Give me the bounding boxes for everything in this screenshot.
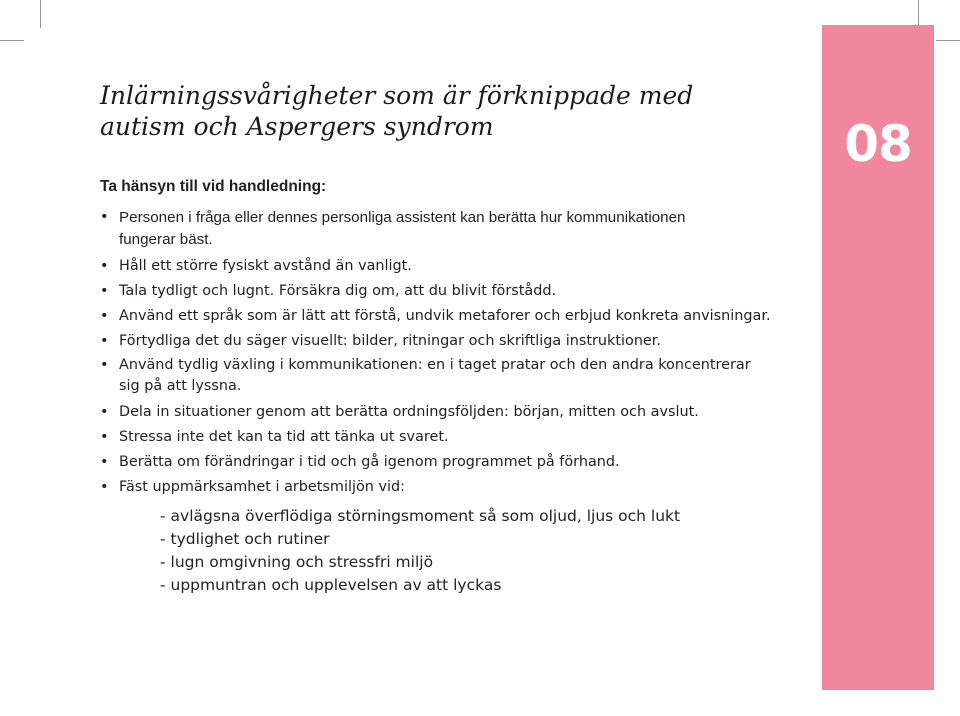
list-item-text: Berätta om förändringar i tid och gå igenom programmet på förhand. xyxy=(119,454,620,470)
page-title-line: autism och Aspergers syndrom xyxy=(100,112,494,141)
bullet-icon: • xyxy=(100,454,109,470)
list-item xyxy=(100,305,800,327)
list-item-text: Använd ett språk som är lätt att förstå, undvik metaforer och erbjud konkreta anvisningar. xyxy=(119,308,771,324)
crop-mark xyxy=(918,0,919,28)
list-item xyxy=(100,330,800,352)
sub-list-item: - uppmuntran och upplevelsen av att lyckas xyxy=(160,576,502,594)
sub-list xyxy=(160,505,680,597)
list-item xyxy=(100,451,800,473)
list-item xyxy=(100,207,800,251)
list-item-text: Stressa inte det kan ta tid att tänka ut svaret. xyxy=(119,429,449,445)
list-item xyxy=(100,355,800,397)
list-item-text: Håll ett större fysiskt avstånd än vanligt. xyxy=(119,258,412,274)
list-item-text: Använd tydlig växling i kommunikationen: en i taget pratar och den andra koncentrerar xyxy=(119,357,751,373)
bullet-icon: • xyxy=(100,429,109,445)
crop-mark xyxy=(40,0,41,28)
list-item xyxy=(100,476,800,498)
list-item-text: fungerar bäst. xyxy=(119,231,213,248)
chapter-number: 08 xyxy=(844,115,912,173)
bullet-icon: • xyxy=(100,283,109,299)
sub-list-item: - lugn omgivning och stressfri miljö xyxy=(160,553,434,571)
list-item-text: Personen i fråga eller dennes personliga assistent kan berätta hur kommunikationen xyxy=(119,209,686,226)
bullet-icon: • xyxy=(100,308,109,324)
crop-mark xyxy=(936,40,960,41)
crop-mark xyxy=(0,40,24,41)
bullet-icon: • xyxy=(100,479,109,495)
list-item xyxy=(100,401,800,423)
list-item-text: Tala tydligt och lugnt. Försäkra dig om, att du blivit förstådd. xyxy=(119,283,557,299)
sub-list-item: - tydlighet och rutiner xyxy=(160,530,330,548)
bullet-icon: • xyxy=(100,209,109,225)
bullet-icon: • xyxy=(100,258,109,274)
list-item-text: Dela in situationer genom att berätta ordningsföljden: början, mitten och avslut. xyxy=(119,404,699,420)
list-item-text: Förtydliga det du säger visuellt: bilder, ritningar och skriftliga instruktioner. xyxy=(119,333,661,349)
list-item xyxy=(100,255,800,277)
list-item xyxy=(100,426,800,448)
list-item-text: sig på att lyssna. xyxy=(119,378,242,394)
list-item-text: Fäst uppmärksamhet i arbetsmiljön vid: xyxy=(119,479,405,495)
chapter-tab xyxy=(822,25,934,690)
bullet-icon: • xyxy=(100,357,109,373)
page-title-line: Inlärningssvårigheter som är förknippade med xyxy=(100,81,694,110)
section-lead: Ta hänsyn till vid handledning: xyxy=(100,178,327,195)
list-item xyxy=(100,280,800,302)
bullet-list xyxy=(100,207,800,498)
bullet-icon: • xyxy=(100,333,109,349)
bullet-icon: • xyxy=(100,404,109,420)
sub-list-item: - avlägsna överflödiga störningsmoment så som oljud, ljus och lukt xyxy=(160,507,681,525)
page-title xyxy=(100,80,780,142)
